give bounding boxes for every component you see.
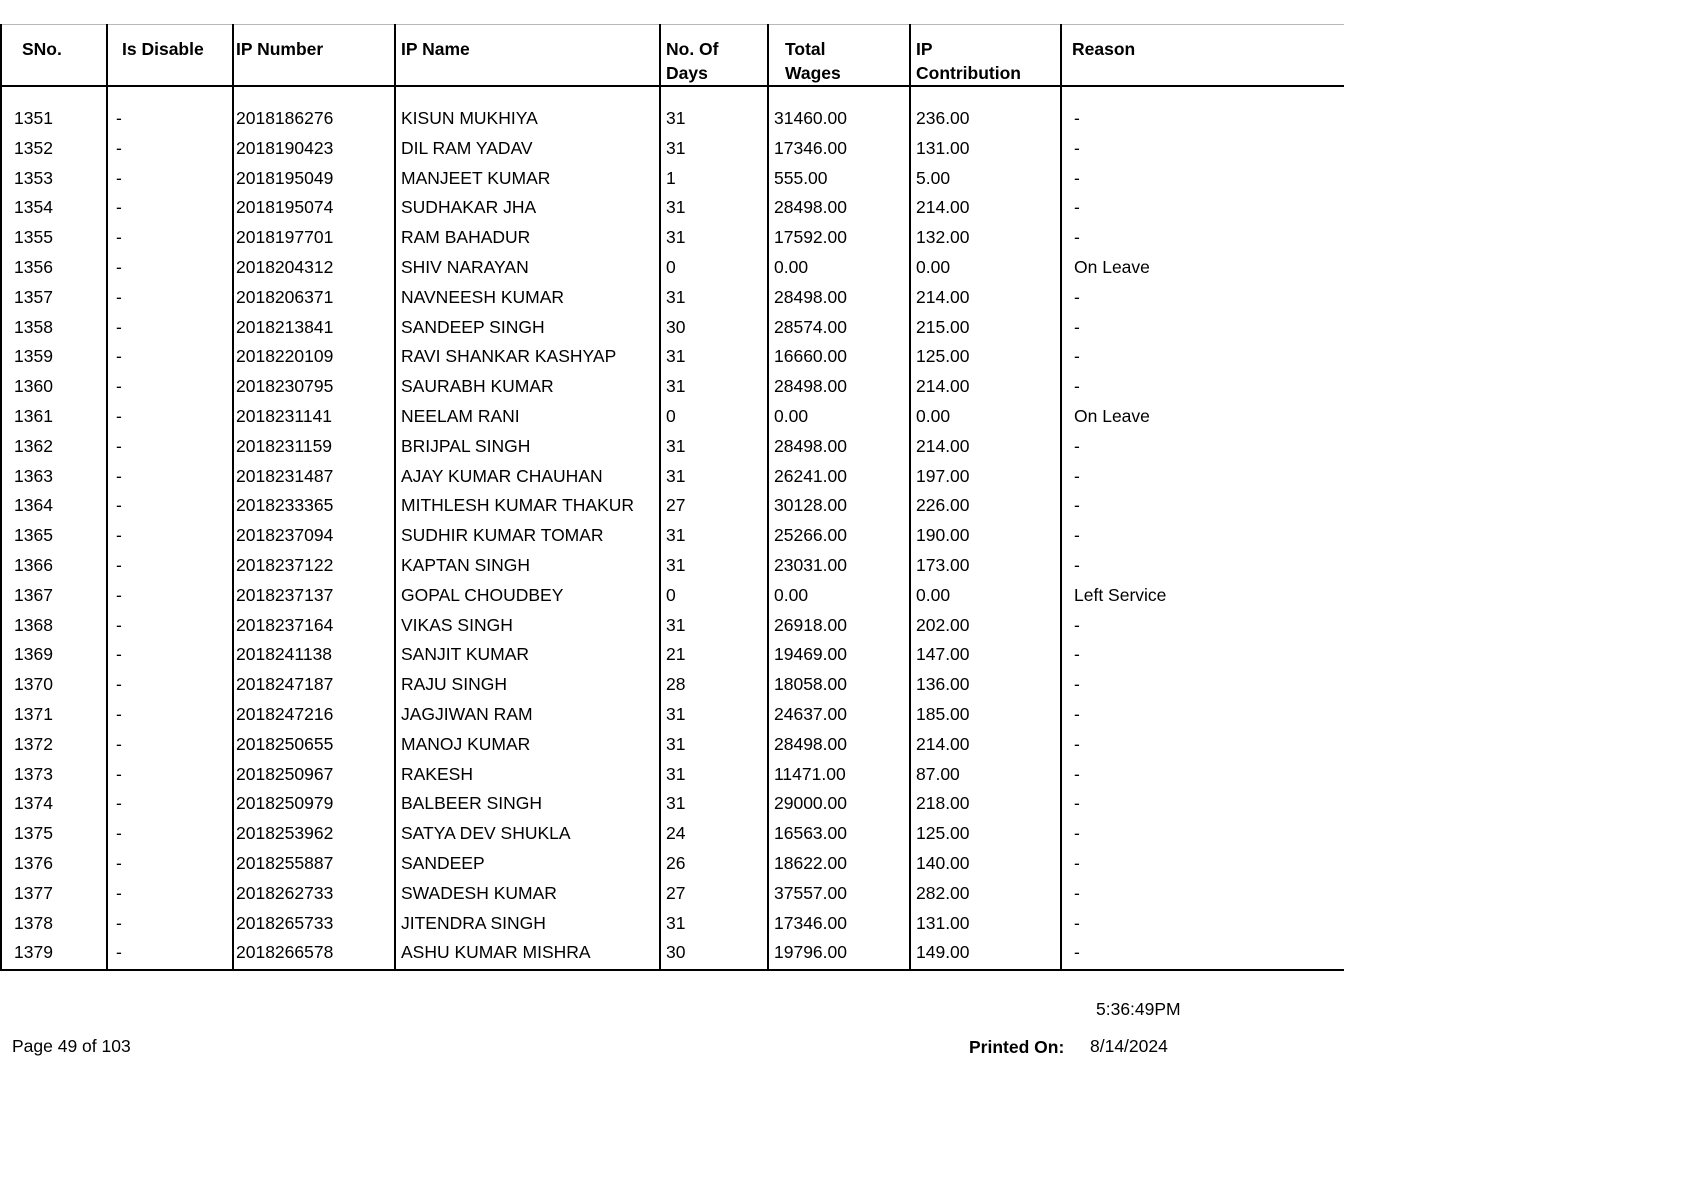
cell-wages: 30128.00 <box>768 492 910 522</box>
cell-ip-name: SANDEEP <box>395 850 660 880</box>
cell-ip-number: 2018231141 <box>233 403 395 433</box>
cell-wages: 23031.00 <box>768 552 910 582</box>
cell-wages: 28498.00 <box>768 731 910 761</box>
cell-ip-name: DIL RAM YADAV <box>395 135 660 165</box>
cell-reason: On Leave <box>1061 254 1344 284</box>
printed-time: 5:36:49PM <box>1096 999 1181 1019</box>
cell-is-disable: - <box>107 790 233 820</box>
spacer-cell <box>107 86 233 105</box>
cell-reason: - <box>1061 135 1344 165</box>
cell-days: 31 <box>660 433 768 463</box>
cell-contribution: 140.00 <box>910 850 1061 880</box>
cell-reason: - <box>1061 105 1344 135</box>
cell-ip-number: 2018197701 <box>233 224 395 254</box>
cell-days: 31 <box>660 731 768 761</box>
cell-contribution: 197.00 <box>910 463 1061 493</box>
cell-is-disable: - <box>107 820 233 850</box>
cell-sno: 1369 <box>1 641 107 671</box>
cell-sno: 1379 <box>1 939 107 970</box>
cell-wages: 0.00 <box>768 403 910 433</box>
cell-reason: - <box>1061 671 1344 701</box>
cell-days: 0 <box>660 403 768 433</box>
cell-ip-name: MANOJ KUMAR <box>395 731 660 761</box>
cell-is-disable: - <box>107 641 233 671</box>
header-is-disable-label: Is Disable <box>122 39 204 59</box>
cell-ip-name: RAJU SINGH <box>395 671 660 701</box>
cell-ip-name: SUDHIR KUMAR TOMAR <box>395 522 660 552</box>
cell-days: 31 <box>660 612 768 642</box>
cell-ip-name: KISUN MUKHIYA <box>395 105 660 135</box>
cell-reason: - <box>1061 433 1344 463</box>
cell-reason: - <box>1061 820 1344 850</box>
cell-wages: 18058.00 <box>768 671 910 701</box>
cell-reason: - <box>1061 641 1344 671</box>
table-row <box>1 701 1344 731</box>
table-row <box>1 641 1344 671</box>
cell-days: 24 <box>660 820 768 850</box>
cell-sno: 1370 <box>1 671 107 701</box>
cell-contribution: 131.00 <box>910 135 1061 165</box>
cell-days: 31 <box>660 701 768 731</box>
cell-days: 31 <box>660 910 768 940</box>
cell-ip-name: SAURABH KUMAR <box>395 373 660 403</box>
table-row <box>1 522 1344 552</box>
cell-ip-number: 2018195049 <box>233 165 395 195</box>
cell-sno: 1373 <box>1 761 107 791</box>
cell-is-disable: - <box>107 254 233 284</box>
table-row <box>1 343 1344 373</box>
cell-is-disable: - <box>107 343 233 373</box>
cell-contribution: 215.00 <box>910 314 1061 344</box>
cell-days: 31 <box>660 194 768 224</box>
cell-is-disable: - <box>107 105 233 135</box>
cell-days: 26 <box>660 850 768 880</box>
cell-ip-name: VIKAS SINGH <box>395 612 660 642</box>
cell-ip-number: 2018237164 <box>233 612 395 642</box>
cell-days: 31 <box>660 343 768 373</box>
table-row <box>1 194 1344 224</box>
cell-sno: 1353 <box>1 165 107 195</box>
cell-is-disable: - <box>107 880 233 910</box>
cell-ip-name: NEELAM RANI <box>395 403 660 433</box>
cell-contribution: 226.00 <box>910 492 1061 522</box>
spacer-cell <box>768 86 910 105</box>
cell-sno: 1360 <box>1 373 107 403</box>
table-row <box>1 761 1344 791</box>
table-row <box>1 880 1344 910</box>
table-row <box>1 433 1344 463</box>
cell-wages: 26241.00 <box>768 463 910 493</box>
cell-contribution: 0.00 <box>910 254 1061 284</box>
table-row <box>1 850 1344 880</box>
table-row <box>1 671 1344 701</box>
cell-days: 31 <box>660 224 768 254</box>
cell-ip-number: 2018204312 <box>233 254 395 284</box>
table-row <box>1 492 1344 522</box>
cell-is-disable: - <box>107 373 233 403</box>
header-days-line2: Days <box>666 63 708 83</box>
cell-contribution: 185.00 <box>910 701 1061 731</box>
header-ip-number-label: IP Number <box>236 39 324 59</box>
table-row <box>1 403 1344 433</box>
cell-wages: 0.00 <box>768 254 910 284</box>
cell-days: 30 <box>660 939 768 970</box>
table-row <box>1 582 1344 612</box>
cell-sno: 1361 <box>1 403 107 433</box>
cell-reason: - <box>1061 850 1344 880</box>
table-row <box>1 314 1344 344</box>
cell-ip-number: 2018195074 <box>233 194 395 224</box>
cell-days: 27 <box>660 492 768 522</box>
cell-contribution: 214.00 <box>910 194 1061 224</box>
cell-reason: - <box>1061 701 1344 731</box>
cell-days: 1 <box>660 165 768 195</box>
spacer-cell <box>660 86 768 105</box>
cell-ip-number: 2018206371 <box>233 284 395 314</box>
cell-ip-number: 2018231159 <box>233 433 395 463</box>
contribution-sheet <box>0 24 1239 971</box>
cell-ip-name: NAVNEESH KUMAR <box>395 284 660 314</box>
cell-wages: 25266.00 <box>768 522 910 552</box>
cell-is-disable: - <box>107 731 233 761</box>
cell-wages: 19469.00 <box>768 641 910 671</box>
cell-reason: - <box>1061 731 1344 761</box>
cell-ip-name: GOPAL CHOUDBEY <box>395 582 660 612</box>
cell-contribution: 236.00 <box>910 105 1061 135</box>
cell-is-disable: - <box>107 492 233 522</box>
cell-contribution: 214.00 <box>910 433 1061 463</box>
cell-reason: - <box>1061 939 1344 970</box>
cell-reason: - <box>1061 194 1344 224</box>
cell-sno: 1365 <box>1 522 107 552</box>
cell-sno: 1377 <box>1 880 107 910</box>
header-row <box>1 25 1344 87</box>
cell-ip-number: 2018250967 <box>233 761 395 791</box>
header-days <box>660 25 768 87</box>
cell-days: 28 <box>660 671 768 701</box>
cell-ip-name: RAM BAHADUR <box>395 224 660 254</box>
cell-ip-number: 2018266578 <box>233 939 395 970</box>
spacer-cell <box>910 86 1061 105</box>
cell-reason: - <box>1061 492 1344 522</box>
cell-is-disable: - <box>107 761 233 791</box>
cell-sno: 1358 <box>1 314 107 344</box>
cell-days: 31 <box>660 463 768 493</box>
cell-wages: 16563.00 <box>768 820 910 850</box>
cell-wages: 37557.00 <box>768 880 910 910</box>
cell-is-disable: - <box>107 224 233 254</box>
cell-sno: 1375 <box>1 820 107 850</box>
printed-on-date: 8/14/2024 <box>1090 1036 1168 1056</box>
cell-days: 31 <box>660 790 768 820</box>
cell-ip-number: 2018247187 <box>233 671 395 701</box>
cell-wages: 28498.00 <box>768 194 910 224</box>
table-body <box>1 86 1344 970</box>
cell-contribution: 147.00 <box>910 641 1061 671</box>
cell-contribution: 190.00 <box>910 522 1061 552</box>
cell-sno: 1366 <box>1 552 107 582</box>
cell-days: 0 <box>660 254 768 284</box>
cell-ip-name: AJAY KUMAR CHAUHAN <box>395 463 660 493</box>
cell-is-disable: - <box>107 194 233 224</box>
header-reason <box>1061 25 1344 87</box>
spacer-cell <box>233 86 395 105</box>
cell-contribution: 214.00 <box>910 373 1061 403</box>
cell-contribution: 173.00 <box>910 552 1061 582</box>
cell-ip-number: 2018230795 <box>233 373 395 403</box>
ip-contribution-table <box>0 24 1344 971</box>
cell-wages: 28498.00 <box>768 433 910 463</box>
cell-days: 31 <box>660 552 768 582</box>
cell-ip-number: 2018262733 <box>233 880 395 910</box>
cell-contribution: 0.00 <box>910 403 1061 433</box>
table-row <box>1 373 1344 403</box>
cell-wages: 17592.00 <box>768 224 910 254</box>
cell-sno: 1363 <box>1 463 107 493</box>
cell-reason: - <box>1061 343 1344 373</box>
cell-reason: - <box>1061 314 1344 344</box>
cell-is-disable: - <box>107 433 233 463</box>
cell-reason: - <box>1061 761 1344 791</box>
cell-wages: 16660.00 <box>768 343 910 373</box>
cell-ip-number: 2018213841 <box>233 314 395 344</box>
cell-wages: 28498.00 <box>768 373 910 403</box>
table-row <box>1 254 1344 284</box>
cell-ip-number: 2018247216 <box>233 701 395 731</box>
cell-days: 21 <box>660 641 768 671</box>
table-row <box>1 820 1344 850</box>
cell-sno: 1378 <box>1 910 107 940</box>
cell-wages: 28574.00 <box>768 314 910 344</box>
cell-reason: - <box>1061 880 1344 910</box>
cell-contribution: 218.00 <box>910 790 1061 820</box>
cell-sno: 1371 <box>1 701 107 731</box>
header-wages <box>768 25 910 87</box>
cell-reason: On Leave <box>1061 403 1344 433</box>
cell-days: 31 <box>660 105 768 135</box>
cell-is-disable: - <box>107 701 233 731</box>
cell-wages: 17346.00 <box>768 910 910 940</box>
cell-ip-number: 2018237094 <box>233 522 395 552</box>
cell-ip-number: 2018220109 <box>233 343 395 373</box>
cell-reason: - <box>1061 224 1344 254</box>
cell-wages: 31460.00 <box>768 105 910 135</box>
cell-contribution: 131.00 <box>910 910 1061 940</box>
cell-ip-name: RAKESH <box>395 761 660 791</box>
cell-is-disable: - <box>107 671 233 701</box>
cell-reason: - <box>1061 910 1344 940</box>
cell-sno: 1356 <box>1 254 107 284</box>
cell-wages: 18622.00 <box>768 850 910 880</box>
cell-ip-number: 2018231487 <box>233 463 395 493</box>
cell-reason: - <box>1061 522 1344 552</box>
cell-is-disable: - <box>107 165 233 195</box>
cell-contribution: 214.00 <box>910 731 1061 761</box>
cell-contribution: 149.00 <box>910 939 1061 970</box>
header-spacer-row <box>1 86 1344 105</box>
table-header <box>1 25 1344 87</box>
cell-ip-number: 2018255887 <box>233 850 395 880</box>
cell-is-disable: - <box>107 552 233 582</box>
cell-ip-name: JAGJIWAN RAM <box>395 701 660 731</box>
cell-contribution: 136.00 <box>910 671 1061 701</box>
cell-sno: 1368 <box>1 612 107 642</box>
header-reason-label: Reason <box>1072 39 1136 59</box>
cell-ip-name: MANJEET KUMAR <box>395 165 660 195</box>
cell-is-disable: - <box>107 910 233 940</box>
cell-wages: 24637.00 <box>768 701 910 731</box>
cell-ip-name: SWADESH KUMAR <box>395 880 660 910</box>
cell-ip-name: BRIJPAL SINGH <box>395 433 660 463</box>
cell-contribution: 87.00 <box>910 761 1061 791</box>
header-is-disable <box>107 25 233 87</box>
table-row <box>1 105 1344 135</box>
cell-wages: 11471.00 <box>768 761 910 791</box>
cell-reason: - <box>1061 165 1344 195</box>
cell-ip-name: SANJIT KUMAR <box>395 641 660 671</box>
cell-is-disable: - <box>107 582 233 612</box>
header-ip-name <box>395 25 660 87</box>
cell-contribution: 282.00 <box>910 880 1061 910</box>
cell-ip-number: 2018253962 <box>233 820 395 850</box>
header-contribution-line1: IP <box>916 39 933 59</box>
cell-ip-number: 2018233365 <box>233 492 395 522</box>
cell-contribution: 5.00 <box>910 165 1061 195</box>
header-contribution <box>910 25 1061 87</box>
table-row <box>1 910 1344 940</box>
cell-days: 31 <box>660 284 768 314</box>
cell-ip-name: BALBEER SINGH <box>395 790 660 820</box>
header-wages-line2: Wages <box>785 63 841 83</box>
table-row <box>1 552 1344 582</box>
table-row <box>1 224 1344 254</box>
cell-sno: 1364 <box>1 492 107 522</box>
header-contribution-line2: Contribution <box>916 63 1021 83</box>
cell-sno: 1372 <box>1 731 107 761</box>
cell-is-disable: - <box>107 135 233 165</box>
cell-ip-name: SHIV NARAYAN <box>395 254 660 284</box>
cell-sno: 1359 <box>1 343 107 373</box>
cell-wages: 555.00 <box>768 165 910 195</box>
cell-wages: 29000.00 <box>768 790 910 820</box>
table-row <box>1 463 1344 493</box>
spacer-cell <box>1 86 107 105</box>
cell-is-disable: - <box>107 522 233 552</box>
cell-ip-name: SANDEEP SINGH <box>395 314 660 344</box>
cell-ip-number: 2018241138 <box>233 641 395 671</box>
cell-ip-number: 2018237137 <box>233 582 395 612</box>
cell-days: 31 <box>660 761 768 791</box>
cell-sno: 1354 <box>1 194 107 224</box>
cell-reason: - <box>1061 790 1344 820</box>
spacer-cell <box>1061 86 1344 105</box>
cell-sno: 1357 <box>1 284 107 314</box>
cell-contribution: 202.00 <box>910 612 1061 642</box>
cell-contribution: 125.00 <box>910 820 1061 850</box>
cell-reason: - <box>1061 552 1344 582</box>
spacer-cell <box>395 86 660 105</box>
cell-days: 27 <box>660 880 768 910</box>
cell-contribution: 0.00 <box>910 582 1061 612</box>
cell-days: 31 <box>660 373 768 403</box>
cell-ip-number: 2018186276 <box>233 105 395 135</box>
cell-is-disable: - <box>107 463 233 493</box>
table-row <box>1 135 1344 165</box>
cell-is-disable: - <box>107 284 233 314</box>
cell-ip-name: JITENDRA SINGH <box>395 910 660 940</box>
table-row <box>1 284 1344 314</box>
cell-days: 31 <box>660 522 768 552</box>
cell-reason: - <box>1061 463 1344 493</box>
cell-ip-name: SUDHAKAR JHA <box>395 194 660 224</box>
printed-on-label: Printed On: <box>969 1037 1065 1057</box>
page-number: Page 49 of 103 <box>12 1036 131 1056</box>
cell-wages: 0.00 <box>768 582 910 612</box>
table-row <box>1 731 1344 761</box>
cell-is-disable: - <box>107 850 233 880</box>
header-sno-label: SNo. <box>22 39 62 59</box>
cell-ip-number: 2018250655 <box>233 731 395 761</box>
table-row <box>1 165 1344 195</box>
cell-ip-number: 2018265733 <box>233 910 395 940</box>
cell-days: 31 <box>660 135 768 165</box>
table-row <box>1 790 1344 820</box>
cell-ip-name: ASHU KUMAR MISHRA <box>395 939 660 970</box>
cell-is-disable: - <box>107 939 233 970</box>
cell-contribution: 132.00 <box>910 224 1061 254</box>
cell-ip-number: 2018190423 <box>233 135 395 165</box>
cell-wages: 19796.00 <box>768 939 910 970</box>
cell-days: 30 <box>660 314 768 344</box>
cell-wages: 28498.00 <box>768 284 910 314</box>
table-row <box>1 612 1344 642</box>
header-ip-number <box>233 25 395 87</box>
header-ip-name-label: IP Name <box>401 39 470 59</box>
cell-ip-name: MITHLESH KUMAR THAKUR <box>395 492 660 522</box>
cell-wages: 17346.00 <box>768 135 910 165</box>
cell-is-disable: - <box>107 403 233 433</box>
cell-reason: - <box>1061 284 1344 314</box>
cell-ip-name: SATYA DEV SHUKLA <box>395 820 660 850</box>
header-wages-line1: Total <box>785 39 826 59</box>
cell-ip-name: KAPTAN SINGH <box>395 552 660 582</box>
cell-days: 0 <box>660 582 768 612</box>
cell-sno: 1374 <box>1 790 107 820</box>
cell-ip-number: 2018237122 <box>233 552 395 582</box>
cell-contribution: 214.00 <box>910 284 1061 314</box>
cell-sno: 1352 <box>1 135 107 165</box>
header-sno <box>1 25 107 87</box>
cell-reason: - <box>1061 612 1344 642</box>
cell-reason: Left Service <box>1061 582 1344 612</box>
cell-sno: 1355 <box>1 224 107 254</box>
table-row <box>1 939 1344 970</box>
cell-contribution: 125.00 <box>910 343 1061 373</box>
cell-is-disable: - <box>107 314 233 344</box>
cell-sno: 1362 <box>1 433 107 463</box>
cell-sno: 1376 <box>1 850 107 880</box>
cell-reason: - <box>1061 373 1344 403</box>
header-days-line1: No. Of <box>666 39 719 59</box>
cell-sno: 1351 <box>1 105 107 135</box>
cell-is-disable: - <box>107 612 233 642</box>
cell-sno: 1367 <box>1 582 107 612</box>
cell-wages: 26918.00 <box>768 612 910 642</box>
cell-ip-number: 2018250979 <box>233 790 395 820</box>
cell-ip-name: RAVI SHANKAR KASHYAP <box>395 343 660 373</box>
